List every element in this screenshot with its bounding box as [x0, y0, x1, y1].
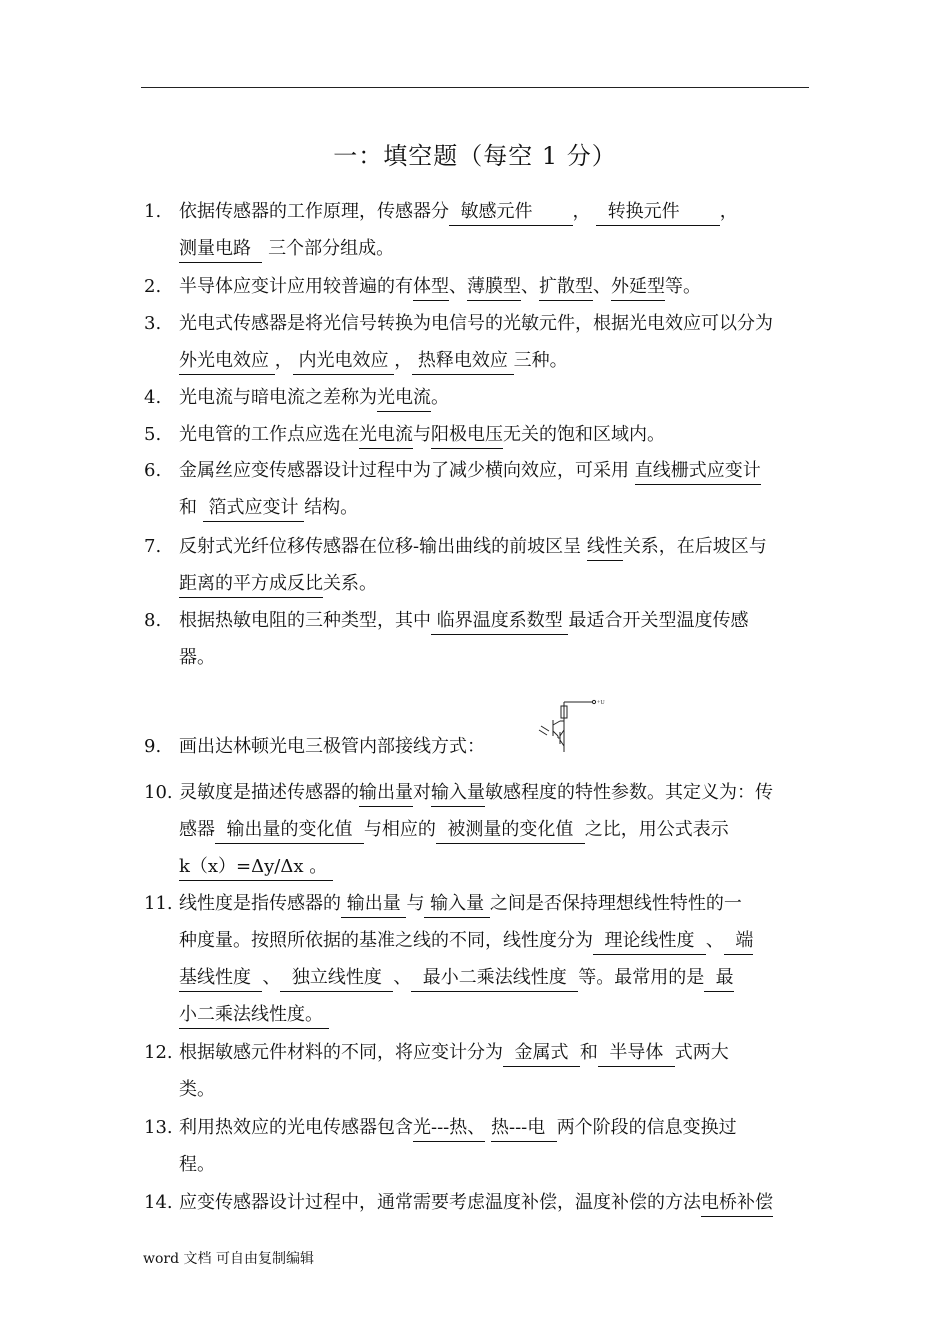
question-text: 利用热效应的光电传感器包含: [179, 1117, 413, 1138]
answer-blank: 热释电效应: [412, 348, 513, 375]
question-line: [179, 489, 358, 526]
answer-blank: 输出量: [341, 891, 406, 918]
answer-blank: 体型: [413, 274, 449, 301]
question-text: 之间是否保持理想线性特性的一: [489, 893, 742, 914]
question-number: 3.: [144, 313, 162, 334]
question-line: [179, 1034, 729, 1071]
question-text: 式两大: [674, 1042, 729, 1063]
answer-blank: 小二乘法线性度。: [179, 1002, 329, 1029]
answer-blank: 理论线性度: [593, 928, 706, 955]
question-text: 最适合开关型温度传感: [568, 610, 749, 631]
question-text: 光电式传感器是将光信号转换为电信号的光敏元件，根据光电效应可以分为: [179, 313, 773, 334]
answer-blank: 半导体: [598, 1040, 675, 1067]
answer-blank: 最小二乘法线性度: [411, 965, 578, 992]
question-line: [179, 774, 773, 811]
question-number: 4.: [144, 387, 162, 408]
question-text: 依据传感器的工作原理，传感器分: [179, 201, 449, 222]
question-text: 类。: [179, 1079, 215, 1100]
question-text: 敏感程度的特性参数。其定义为：传: [485, 782, 773, 803]
question-text: 、: [521, 276, 539, 297]
answer-blank: 内光电效应: [293, 348, 394, 375]
answer-blank: 输出量: [359, 780, 413, 807]
question-text: 和: [579, 1042, 598, 1063]
question-text: 根据敏感元件材料的不同，将应变计分为: [179, 1042, 503, 1063]
question-text: 种度量。按照所依据的基准之线的不同，线性度分为: [179, 930, 593, 951]
question-text: 根据热敏电阻的三种类型，其中: [179, 610, 431, 631]
question-number: 11.: [144, 893, 173, 914]
question-text: 反射式光纤位移传感器在位移-输出曲线的前坡区呈: [179, 536, 587, 557]
question-text: 三种。: [513, 350, 568, 371]
question-line: [179, 1184, 773, 1221]
answer-blank: 扩散型: [539, 274, 593, 301]
answer-blank: 箔式应变计: [203, 495, 304, 522]
question-number: 14.: [144, 1192, 173, 1213]
answer-blank: k（x）=Δy/Δx 。: [179, 854, 333, 881]
darlington-phototransistor-diagram: [520, 690, 620, 764]
question-line: [179, 230, 394, 267]
question-text: 关系，在后坡区与: [622, 536, 767, 557]
answer-blank: 转换元件: [596, 199, 720, 226]
answer-blank: 输出量的变化值: [215, 817, 364, 844]
question-number: 8.: [144, 610, 162, 631]
question-text: 程。: [179, 1154, 215, 1175]
answer-blank: 端: [724, 928, 753, 955]
question-line: [179, 959, 734, 996]
question-line: [179, 268, 701, 305]
answer-blank: 热---电: [491, 1115, 557, 1142]
question-text: 无关的饱和区域内。: [503, 424, 665, 445]
question-text: 与相应的: [363, 819, 436, 840]
question-line: [179, 728, 485, 765]
answer-blank: 距离的平方成反比: [179, 571, 323, 598]
answer-blank: 临界温度系数型: [431, 608, 568, 635]
header-rule: [141, 87, 809, 88]
section-title: 一：填空题（每空 1 分）: [333, 142, 617, 170]
question-number: 10.: [144, 782, 173, 803]
answer-blank: 被测量的变化值: [436, 817, 585, 844]
question-text: 对: [413, 782, 431, 803]
question-number: 9.: [144, 736, 162, 757]
question-text: 关系。: [323, 573, 377, 594]
question-text: 。: [431, 387, 449, 408]
question-text: 、: [262, 967, 281, 988]
question-number: 12.: [144, 1042, 173, 1063]
question-line: [179, 416, 665, 453]
question-line: [179, 528, 767, 565]
question-number: 2.: [144, 276, 162, 297]
question-line: [179, 1071, 215, 1108]
answer-blank: 外光电效应: [179, 348, 275, 375]
question-line: [179, 885, 742, 922]
question-line: [179, 996, 329, 1033]
question-line: [179, 639, 215, 676]
question-line: [179, 305, 773, 342]
answer-blank: 阳极电压: [431, 422, 503, 449]
answer-blank: 金属式: [503, 1040, 580, 1067]
question-line: [179, 1109, 737, 1146]
question-line: [179, 379, 449, 416]
question-text: 应变传感器设计过程中，通常需要考虑温度补偿，温度补偿的方法: [179, 1192, 701, 1213]
question-text: 画出达林顿光电三极管内部接线方式：: [179, 736, 485, 757]
question-line: [179, 565, 377, 602]
answer-blank: 基线性度: [179, 965, 262, 992]
question-line: [179, 848, 333, 885]
question-text: 、: [705, 930, 724, 951]
question-line: [179, 811, 729, 848]
question-number: 1.: [144, 201, 162, 222]
answer-blank: 输入量: [431, 780, 485, 807]
question-text: ，: [394, 350, 413, 371]
question-line: [179, 602, 748, 639]
answer-blank: 敏感元件: [449, 199, 573, 226]
question-text: 等。: [665, 276, 701, 297]
question-text: 感器: [179, 819, 215, 840]
answer-blank: 外延型: [611, 274, 665, 301]
question-text: 和: [179, 497, 203, 518]
question-text: 与: [406, 893, 425, 914]
answer-blank: 光电流: [359, 422, 413, 449]
question-text: 两个阶段的信息变换过: [556, 1117, 737, 1138]
question-number: 5.: [144, 424, 162, 445]
question-text: 光电管的工作点应选在: [179, 424, 359, 445]
question-text: 器。: [179, 647, 215, 668]
answer-blank: 直线栅式应变计: [635, 458, 761, 485]
answer-blank: 测量电路: [179, 236, 262, 263]
question-text: ，: [719, 201, 738, 222]
question-line: [179, 1146, 215, 1183]
question-line: [179, 922, 753, 959]
footer-note: word 文档 可自由复制编辑: [143, 1251, 314, 1267]
answer-blank: 薄膜型: [467, 274, 521, 301]
question-text: 半导体应变计应用较普遍的有: [179, 276, 413, 297]
question-text: 金属丝应变传感器设计过程中为了减少横向效应，可采用: [179, 460, 635, 481]
answer-blank: 独立线性度: [280, 965, 393, 992]
answer-blank: 输入量: [424, 891, 489, 918]
question-text: 、: [393, 967, 412, 988]
question-line: [179, 193, 738, 230]
question-text: 与: [413, 424, 431, 445]
question-text: 结构。: [304, 497, 359, 518]
question-line: [179, 452, 761, 489]
answer-blank: 线性: [587, 534, 623, 561]
question-text: 线性度是指传感器的: [179, 893, 341, 914]
supply-label: +U: [597, 700, 605, 706]
answer-blank: 光---热、: [413, 1115, 485, 1142]
question-number: 7.: [144, 536, 162, 557]
question-number: 13.: [144, 1117, 173, 1138]
answer-blank: 最: [704, 965, 733, 992]
question-text: 、: [593, 276, 611, 297]
answer-blank: 光电流: [377, 385, 431, 412]
question-number: 6.: [144, 460, 162, 481]
question-text: ，: [274, 350, 293, 371]
question-text: 光电流与暗电流之差称为: [179, 387, 377, 408]
question-text: 、: [449, 276, 467, 297]
question-text: 之比，用公式表示: [584, 819, 729, 840]
question-line: [179, 342, 568, 379]
answer-blank: 电桥补偿: [701, 1190, 773, 1217]
question-text: 等。最常用的是: [578, 967, 705, 988]
question-text: 三个部分组成。: [262, 238, 395, 259]
question-text: ，: [572, 201, 597, 222]
question-text: 灵敏度是描述传感器的: [179, 782, 359, 803]
